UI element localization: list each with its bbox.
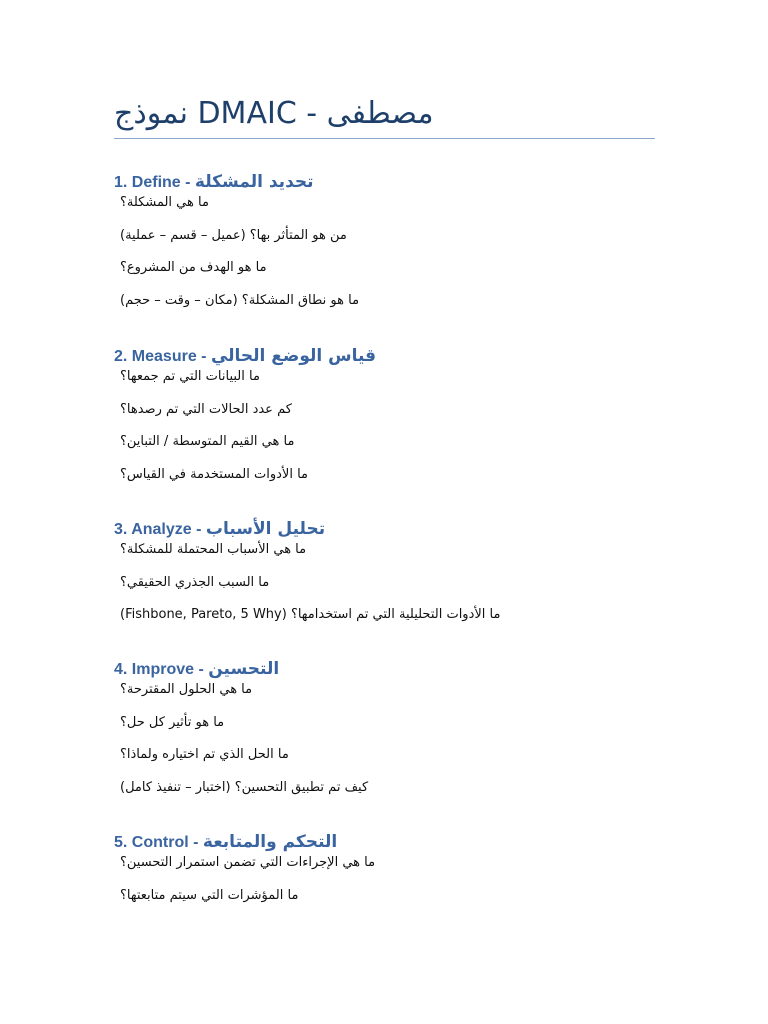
question-item: ما هو الهدف من المشروع؟ [120,260,267,275]
section-heading-ar: التحكم والمتابعة [202,832,338,852]
question-item: ما الحل الذي تم اختياره ولماذا؟ [120,747,289,762]
question-item: ما هي المشكلة؟ [120,195,209,210]
question-item: ما هي الإجراءات التي تضمن استمرار التحسين؟ [120,855,376,870]
question-item: ما هي القيم المتوسطة / التباين؟ [120,434,295,449]
section-heading [114,831,674,854]
question-item: كيف تم تطبيق التحسين؟ (اختبار – تنفيذ كامل) [120,779,369,795]
title-underline [114,138,655,139]
section-heading-en: 4. Improve - [114,661,209,678]
section-heading-ar: تحديد المشكلة [194,172,314,192]
question-item: ما المؤشرات التي سيتم متابعتها؟ [120,887,299,903]
section-heading-ar: تحليل الأسباب [205,519,326,539]
section-heading-en: 1. Define - [114,174,195,191]
section-heading [114,345,674,368]
section-heading-ar: قياس الوضع الحالي [210,346,377,366]
question-item: ما هي الأسباب المحتملة للمشكلة؟ [120,542,307,557]
section-heading-en: 5. Control - [114,834,203,851]
section-heading [114,518,674,541]
question-item: ما هو تأثير كل حل؟ [120,714,225,730]
page-title: نموذج DMAIC - مصطفى [114,96,434,131]
section-improve [114,658,674,811]
question-item: ما السبب الجذري الحقيقي؟ [120,574,270,590]
question-item: ما الأدوات المستخدمة في القياس؟ [120,466,309,482]
section-heading [114,171,674,194]
question-item: ما هي الحلول المقترحة؟ [120,682,253,697]
section-analyze [114,518,674,639]
section-control [114,831,674,919]
question-item: ما الأدوات التحليلية التي تم استخدامها؟ (Fishbone, Pareto, 5 Why) [120,607,501,622]
section-define [114,171,674,324]
section-measure [114,345,674,498]
section-heading-ar: التحسين [208,659,280,679]
section-heading [114,658,674,681]
question-item: كم عدد الحالات التي تم رصدها؟ [120,401,292,417]
question-item: ما هو نطاق المشكلة؟ (مكان – وقت – حجم) [120,292,360,308]
question-item: من هو المتأثر بها؟ (عميل – قسم – عملية) [120,227,347,243]
section-heading-en: 2. Measure - [114,348,211,365]
question-item: ما البيانات التي تم جمعها؟ [120,369,260,384]
section-heading-en: 3. Analyze - [114,521,206,538]
